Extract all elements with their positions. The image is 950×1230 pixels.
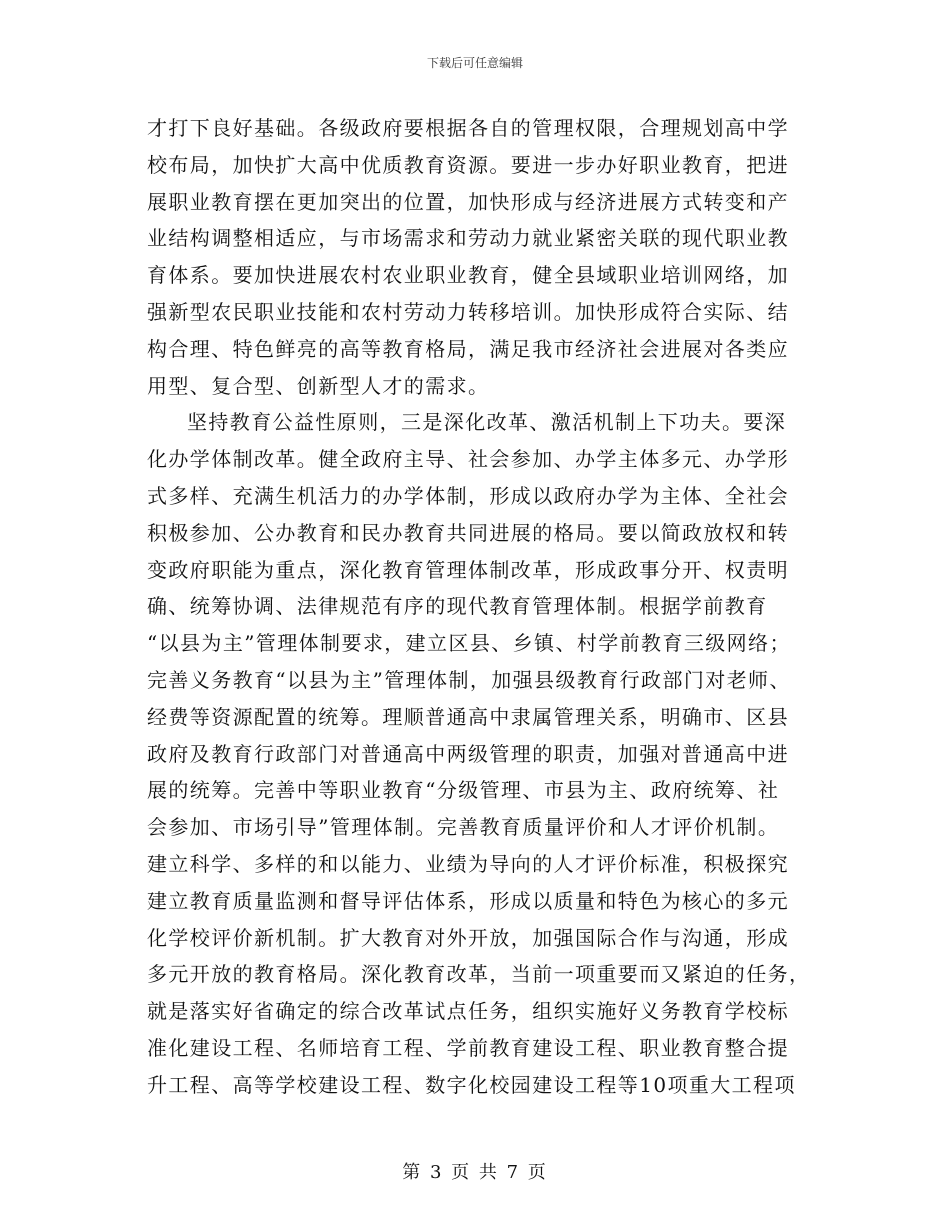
text-line: “以县为主”管理体制要求，建立区县、乡镇、村学前教育三级网络； [147,631,791,656]
text-line: 化办学体制改革。健全政府主导、社会参加、办学主体多元、办学形 [147,447,789,472]
page-header: 下载后可任意编辑 [426,56,523,70]
text-line: 用型、复合型、创新型人才的需求。 [147,373,490,398]
text-line: 会参加、市场引导”管理体制。完善教育质量评价和人才评价机制。 [147,815,780,840]
text-line: 化学校评价新机制。扩大教育对外开放，加强国际合作与沟通，形成 [147,925,789,950]
text-line: 积极参加、公办教育和民办教育共同进展的格局。要以简政放权和转 [147,520,789,545]
text-line: 展的统筹。完善中等职业教育“分级管理、市县为主、政府统筹、社 [147,778,780,803]
text-line: 展职业教育摆在更加突出的位置，加快形成与经济进展方式转变和产 [147,189,789,214]
text-line: 建立科学、多样的和以能力、业绩为导向的人才评价标准，积极探究 [147,851,789,876]
text-line: 才打下良好基础。各级政府要根据各自的管理权限，合理规划高中学 [147,116,789,140]
text-line: 校布局，加快扩大高中优质教育资源。要进一步办好职业教育，把进 [147,152,789,177]
page-number: 第 3 页 共 7 页 [402,1162,548,1183]
text-line: 建立教育质量监测和督导评估体系，形成以质量和特色为核心的多元 [147,888,789,913]
text-line: 多元开放的教育格局。深化教育改革，当前一项重要而又紧迫的任务， [147,962,811,987]
text-line: 升工程、高等学校建设工程、数字化校园建设工程等10项重大工程项 [147,1072,796,1097]
body-text [147,110,827,1104]
text-line: 式多样、充满生机活力的办学体制，形成以政府办学为主体、全社会 [147,483,789,508]
text-line: 准化建设工程、名师培育工程、学前教育建设工程、职业教育整合提 [147,1035,789,1060]
text-line: 政府及教育行政部门对普通高中两级管理的职责，加强对普通高中进 [147,741,789,766]
text-line: 构合理、特色鲜亮的高等教育格局，满足我市经济社会进展对各类应 [147,336,789,361]
paragraph-first-line: 坚持教育公益性原则，三是深化改革、激活机制上下功夫。要深 [187,410,787,435]
text-line: 变政府职能为重点，深化教育管理体制改革，形成政事分开、权责明 [147,557,789,582]
text-line: 强新型农民职业技能和农村劳动力转移培训。加快形成符合实际、结 [147,299,789,324]
text-line: 完善义务教育“以县为主”管理体制，加强县级教育行政部门对老师、 [147,667,791,692]
text-line: 确、统筹协调、法律规范有序的现代教育管理体制。根据学前教育 [147,594,768,619]
text-line: 就是落实好省确定的综合改革试点任务，组织实施好义务教育学校标 [147,999,789,1024]
text-line: 育体系。要加快进展农村农业职业教育，健全县域职业培训网络，加 [147,263,789,288]
text-line: 业结构调整相适应，与市场需求和劳动力就业紧密关联的现代职业教 [147,226,789,251]
text-line: 经费等资源配置的统筹。理顺普通高中隶属管理关系，明确市、区县 [147,704,789,729]
